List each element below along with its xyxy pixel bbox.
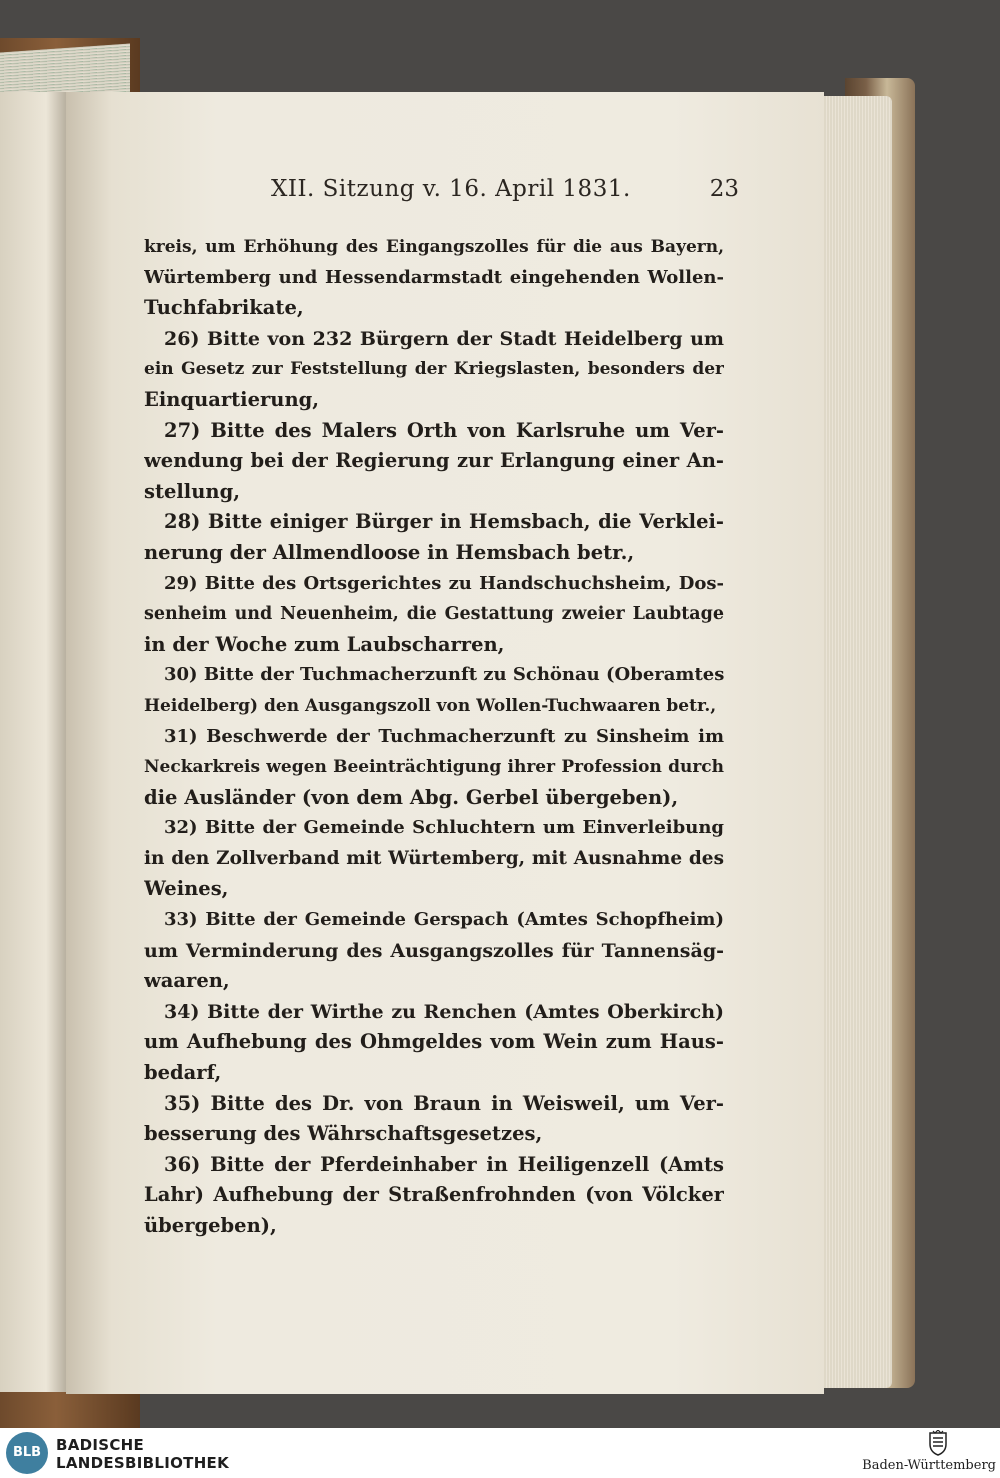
text-line: besserung des Währschaftsgesetzes, [144,1122,543,1146]
text-line: 30) Bitte der Tuchmacherzunft zu Schönau (Oberamtes [164,664,724,686]
page-number: 23 [709,176,739,202]
page-header [271,176,739,212]
text-line: Tuchfabrikate, [144,296,304,320]
text-line: 26) Bitte von 232 Bürgern der Stadt Heidelberg um [164,327,724,350]
text-line: ein Gesetz zur Feststellung der Kriegslasten, besonders der [144,359,724,380]
text-line: 36) Bitte der Pferdeinhaber in Heiligenzell (Amts [164,1152,724,1176]
state-label[interactable]: Baden-Württemberg [862,1458,996,1473]
facing-page-sliver [0,92,66,1392]
text-line: 31) Beschwerde der Tuchmacherzunft zu Sinsheim im [164,725,724,747]
text-line: bedarf, [144,1061,222,1085]
text-line: die Ausländer (von dem Abg. Gerbel übergeben), [144,785,679,809]
text-line: Weines, [144,877,229,901]
text-line: kreis, um Erhöhung des Eingangszolles für die aus Bayern, [144,237,724,257]
text-line: um Aufhebung des Ohmgeldes vom Wein zum Haus- [144,1030,724,1054]
text-line: 35) Bitte des Dr. von Braun in Weisweil, um Ver- [164,1091,724,1115]
text-line: wendung bei der Regierung zur Erlangung einer An- [144,449,724,473]
text-line: Heidelberg) den Ausgangszoll von Wollen-Tuchwaaren betr., [144,695,717,716]
book-page [66,92,824,1394]
text-line: 34) Bitte der Wirthe zu Renchen (Amtes Oberkirch) [164,1000,724,1023]
text-line: nerung der Allmendloose in Hemsbach betr., [144,540,635,564]
text-line: 32) Bitte der Gemeinde Schluchtern um Einverleibung [164,817,724,839]
text-line: 28) Bitte einiger Bürger in Hemsbach, die Verklei- [164,510,724,534]
text-line: 29) Bitte des Ortsgerichtes zu Handschuchsheim, Dos- [164,572,724,594]
text-line: 33) Bitte der Gemeinde Gerspach (Amtes Schopfheim) [164,909,724,931]
blb-logo-icon[interactable]: BLB [6,1432,48,1474]
library-name-line-1[interactable]: BADISCHE [56,1436,145,1454]
running-title: XII. Sitzung v. 16. April 1831. [271,176,631,202]
text-line: senheim und Neuenheim, die Gestattung zweier Laubtage [144,604,724,625]
text-body [144,232,724,1242]
text-line: Lahr) Aufhebung der Straßenfrohnden (von Völcker [144,1183,724,1207]
text-line: Einquartierung, [144,387,320,411]
text-line: 27) Bitte des Malers Orth von Karlsruhe um Ver- [164,418,724,442]
text-line: Neckarkreis wegen Beeinträchtigung ihrer Profession durch [144,757,724,778]
text-line: stellung, [144,479,240,503]
baden-wuerttemberg-crest-icon [927,1430,949,1456]
text-line: Würtemberg und Hessendarmstadt eingehenden Wollen- [144,266,724,288]
footer-bar [0,1428,1000,1478]
text-line: in der Woche zum Laubscharren, [144,632,505,656]
text-line: um Verminderung des Ausgangszolles für Tannensäg- [144,939,724,962]
page-block-edge [822,96,892,1388]
text-line: waaren, [144,969,230,993]
text-line: in den Zollverband mit Würtemberg, mit Ausnahme des [144,847,724,869]
library-name-line-2[interactable]: LANDESBIBLIOTHEK [56,1454,230,1472]
text-line: übergeben), [144,1214,277,1237]
